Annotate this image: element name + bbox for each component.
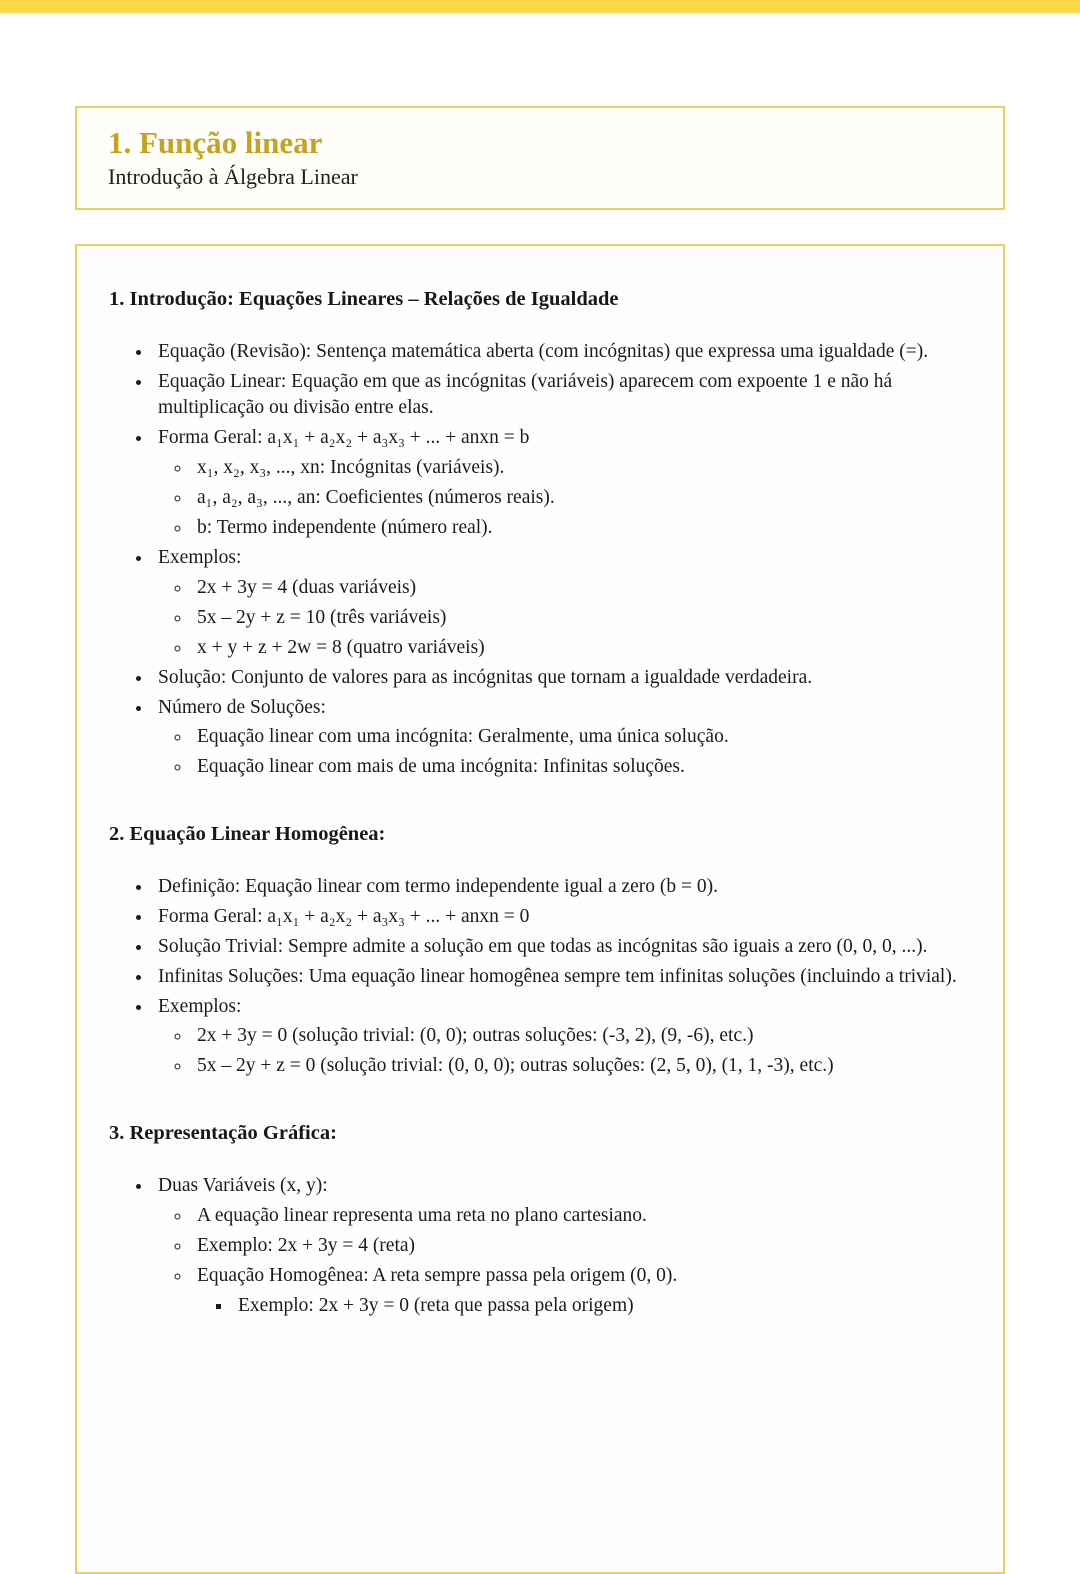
list-item	[153, 934, 973, 961]
list-item	[192, 1023, 973, 1050]
sub-bullet-list	[158, 455, 973, 542]
list-item	[153, 425, 973, 542]
list-item	[192, 754, 973, 781]
list-item-text: 5x – 2y + z = 10 (três variáveis)	[197, 606, 447, 628]
list-item-text: x₁, x₂, x₃, ..., xn: Incógnitas (variáveis).	[197, 457, 505, 479]
sub-bullet-list	[158, 1203, 973, 1320]
list-item-text: Equação linear com mais de uma incógnita: Infinitas soluções.	[197, 756, 685, 778]
list-item-text: Equação Linear: Equação em que as incógnitas (variáveis) aparecem com expoente 1 e não há multiplicação ou divisão entre elas.	[158, 370, 893, 419]
list-item-text: Forma Geral: a₁x₁ + a₂x₂ + a₃x₃ + ... + anxn = 0	[158, 905, 530, 927]
list-item-text: Exemplos:	[158, 995, 242, 1017]
list-item	[153, 339, 973, 366]
page-title: 1. Função linear	[108, 125, 323, 160]
sub-bullet-list	[158, 575, 973, 662]
list-item-text: Equação Homogênea: A reta sempre passa pela origem (0, 0).	[197, 1264, 678, 1286]
list-item	[192, 1263, 973, 1320]
list-item-text: Exemplo: 2x + 3y = 0 (reta que passa pela origem)	[238, 1294, 634, 1316]
list-item-text: Equação linear com uma incógnita: Geralmente, uma única solução.	[197, 726, 729, 748]
list-item-text: Forma Geral: a₁x₁ + a₂x₂ + a₃x₃ + ... + anxn = b	[158, 427, 530, 449]
list-item	[192, 1053, 973, 1080]
list-item	[153, 695, 973, 782]
list-item-text: a₁, a₂, a₃, ..., an: Coeficientes (números reais).	[197, 487, 555, 509]
list-item	[153, 1173, 973, 1320]
list-item-text: A equação linear representa uma reta no plano cartesiano.	[197, 1204, 647, 1226]
list-item	[153, 994, 973, 1081]
list-item	[192, 605, 973, 632]
list-item-text: Duas Variáveis (x, y):	[158, 1174, 328, 1196]
title-box	[75, 106, 1005, 210]
top-accent-bar	[0, 0, 1080, 13]
bullet-list-section-1	[109, 339, 973, 782]
bullet-list-section-3	[109, 1173, 973, 1320]
sub-sub-bullet-list	[197, 1293, 973, 1320]
list-item	[153, 369, 973, 423]
list-item-text: 2x + 3y = 0 (solução trivial: (0, 0); outras soluções: (-3, 2), (9, -6), etc.)	[197, 1025, 754, 1047]
list-item-text: b: Termo independente (número real).	[197, 517, 493, 539]
list-item	[192, 515, 973, 542]
list-item-text: x + y + z + 2w = 8 (quatro variáveis)	[197, 636, 485, 658]
list-item	[153, 545, 973, 662]
list-item-text: 5x – 2y + z = 0 (solução trivial: (0, 0, 0); outras soluções: (2, 5, 0), (1, 1, -3), etc.)	[197, 1055, 834, 1077]
list-item	[233, 1293, 973, 1320]
list-item	[192, 575, 973, 602]
list-item-text: 2x + 3y = 4 (duas variáveis)	[197, 576, 417, 598]
list-item	[192, 635, 973, 662]
sub-bullet-list	[158, 1023, 973, 1080]
list-item	[192, 1203, 973, 1230]
section-heading-3: 3. Representação Gráfica:	[109, 1122, 337, 1145]
list-item-text: Número de Soluções:	[158, 696, 326, 718]
list-item	[153, 665, 973, 692]
section-heading-1: 1. Introdução: Equações Lineares – Relações de Igualdade	[109, 288, 619, 311]
bullet-list-section-2	[109, 874, 973, 1080]
page-subtitle: Introdução à Álgebra Linear	[108, 163, 358, 189]
list-item-text: Exemplo: 2x + 3y = 4 (reta)	[197, 1234, 416, 1256]
list-item	[153, 874, 973, 901]
list-item-text: Solução: Conjunto de valores para as incógnitas que tornam a igualdade verdadeira.	[158, 666, 813, 688]
list-item	[192, 455, 973, 482]
list-item-text: Exemplos:	[158, 547, 242, 569]
content-box	[75, 244, 1005, 1574]
section-heading-2: 2. Equação Linear Homogênea:	[109, 823, 386, 846]
list-item-text: Solução Trivial: Sempre admite a solução em que todas as incógnitas são iguais a zero (0, 0, 0, ...).	[158, 935, 928, 957]
list-item	[192, 1233, 973, 1260]
list-item-text: Infinitas Soluções: Uma equação linear homogênea sempre tem infinitas soluções (incluindo a trivial).	[158, 965, 957, 987]
list-item-text: Equação (Revisão): Sentença matemática aberta (com incógnitas) que expressa uma igualdade (=).	[158, 340, 929, 362]
sub-bullet-list	[158, 724, 973, 781]
list-item	[192, 724, 973, 751]
list-item-text: Definição: Equação linear com termo independente igual a zero (b = 0).	[158, 875, 719, 897]
list-item	[192, 485, 973, 512]
list-item	[153, 904, 973, 931]
list-item	[153, 964, 973, 991]
